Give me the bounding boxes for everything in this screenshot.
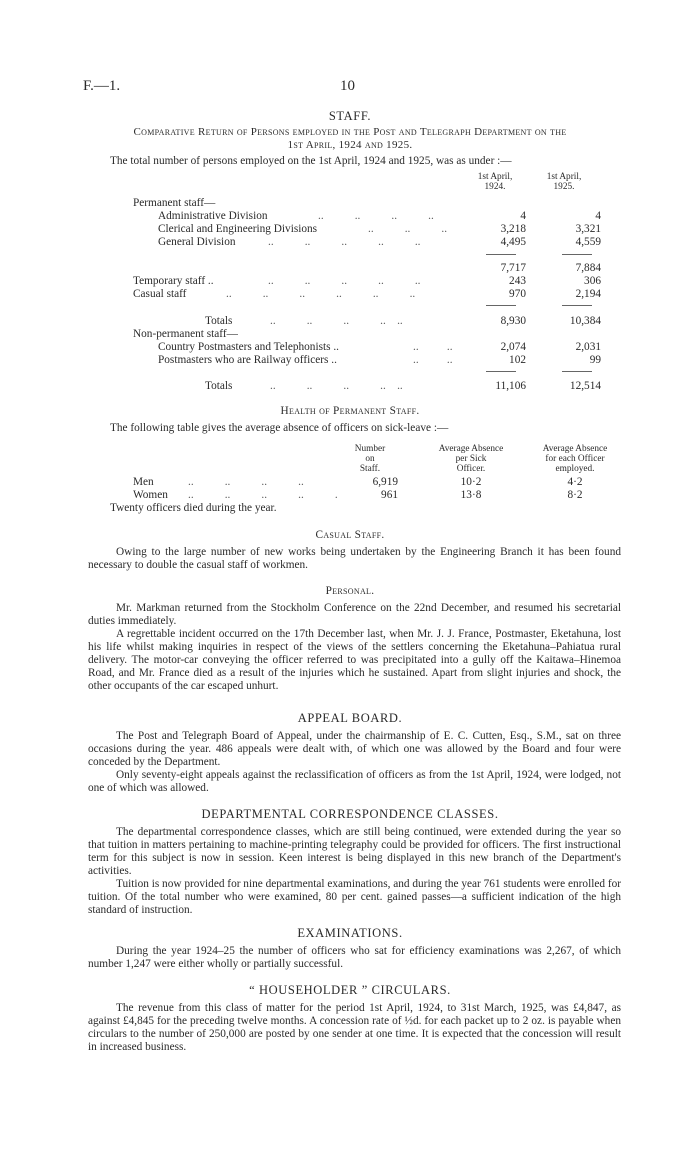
staff-subtitle-line2: 1st April, 1924 and 1925. — [287, 139, 413, 151]
staff-subtitle-line1: Comparative Return of Persons employed in the Post and Telegraph Department on the — [133, 126, 567, 138]
exams-heading: EXAMINATIONS. — [297, 926, 403, 940]
staff-total-row: Totals .. .. .. .. .. 11,106 12,514 — [205, 380, 601, 392]
staff-row: 7,717 7,884 — [500, 262, 601, 274]
health-note: Twenty officers died during the year. — [110, 502, 277, 514]
health-row: Women .. .. .. .. . 961 13·8 8·2 — [133, 489, 583, 501]
personal-paragraphs: Mr. Markman returned from the Stockholm Conference on the 22nd December, and resumed his secretarial duties immediately. A regrettable incident occurred on the 17th December last, when Mr. J. J. France, Postmaster, Eketahuna, lost his life whilst making inquiries in respect of the views of the settlers concerning the Eketahuna–Pahiatua rural delivery. The motor-car conveying the officer referred to was precipitated into a gully off the Kaitawa–Hinemoa Road, and Mr. France died as a result of the injuries which he sustained. Apart from slight injuries and shock, the other occupants of the car escaped unhurt. — [88, 602, 621, 692]
casual-paragraph: Owing to the large number of new works being undertaken by the Engineering Branch it has been found necessary to double the casual staff of workmen. — [88, 546, 621, 571]
health-col-per-officer-header: Average Absence for each Officer employed. — [542, 444, 608, 474]
subtotal-rule — [486, 371, 516, 372]
classes-paragraphs: The departmental correspondence classes, which are still being continued, were extended during the year so that tuition in matters pertaining to machine-printing telegraphy could be provided for officers. The first instructional term for this subject is now in session. Keen interest is being displayed in this new branch of the Department's activities. Tuition is now provided for nine departmental examinations, and during the year 761 students were enrolled for tuition. Of the total number who were examined, 80 per cent. gained passes—a sufficient indication of the high standard of instruction. — [88, 826, 622, 916]
personal-heading: Personal. — [325, 585, 375, 597]
staff-row: Postmasters who are Railway officers .. .. .. 102 99 — [158, 354, 601, 366]
appeal-heading: APPEAL BOARD. — [297, 711, 403, 725]
staff-row: Country Postmasters and Telephonists .. .. .. 2,074 2,031 — [158, 341, 601, 353]
health-col-per-sick-header: Average Absence per Sick Officer. — [438, 444, 504, 474]
staff-col-1924-header: 1st April, 1924. — [477, 172, 513, 192]
staff-col-1925-header: 1st April, 1925. — [546, 172, 582, 192]
document-reference: F.—1. — [83, 78, 121, 94]
staff-row: Temporary staff .. .. .. .. .. .. 243 306 — [133, 275, 601, 287]
staff-heading: STAFF. — [328, 109, 372, 123]
subtotal-rule — [562, 371, 592, 372]
health-intro: The following table gives the average absence of officers on sick-leave :— — [110, 422, 449, 434]
householder-paragraph: The revenue from this class of matter for the period 1st April, 1924, to 31st March, 1925, was £4,847, as against £4,845 for the preceding twelve months. A concession rate of ½d. for each packet up to 2 oz. is payable when circulars to the number of 250,000 are posted by one sender at one time. It is expected that the concession will result in increased business. — [88, 1002, 621, 1053]
exams-paragraph: During the year 1924–25 the number of officers who sat for efficiency examinations was 2,267, of which number 1,247 were either wholly or partially successful. — [88, 945, 621, 970]
staff-row: Non-permanent staff— — [133, 328, 238, 340]
appeal-paragraphs: The Post and Telegraph Board of Appeal, under the chairmanship of E. C. Cutten, Esq., S.M., sat on three occasions during the year. 486 appeals were dealt with, of which one was allowed by the Board and four were conceded by the Department. Only seventy-eight appeals against the reclassification of officers as from the 1st April, 1924, were lodged, not one of which was allowed. — [88, 730, 621, 794]
casual-heading: Casual Staff. — [315, 529, 385, 541]
health-heading: Health of Permanent Staff. — [280, 405, 420, 417]
staff-row: Clerical and Engineering Divisions .. .. .. 3,218 3,321 — [158, 223, 601, 235]
classes-heading: DEPARTMENTAL CORRESPONDENCE CLASSES. — [201, 807, 499, 821]
staff-intro: The total number of persons employed on the 1st April, 1924 and 1925, was as under :— — [110, 155, 512, 167]
subtotal-rule — [562, 305, 592, 306]
staff-row: Casual staff .. .. .. .. .. .. 970 2,194 — [133, 288, 601, 300]
subtotal-rule — [486, 305, 516, 306]
subtotal-rule — [486, 254, 516, 255]
householder-heading: “ HOUSEHOLDER ” CIRCULARS. — [249, 983, 451, 997]
staff-row: General Division .. .. .. .. .. 4,495 4,559 — [158, 236, 601, 248]
subtotal-rule — [562, 254, 592, 255]
health-row: Men .. .. .. .. 6,919 10·2 4·2 — [133, 476, 583, 488]
staff-total-row: Totals .. .. .. .. .. 8,930 10,384 — [205, 315, 601, 327]
page-number: 10 — [340, 78, 355, 94]
staff-row: Administrative Division .. .. .. .. 4 4 — [158, 210, 601, 222]
staff-row: Permanent staff— — [133, 197, 216, 209]
health-col-number-header: Number on Staff. — [354, 444, 386, 474]
